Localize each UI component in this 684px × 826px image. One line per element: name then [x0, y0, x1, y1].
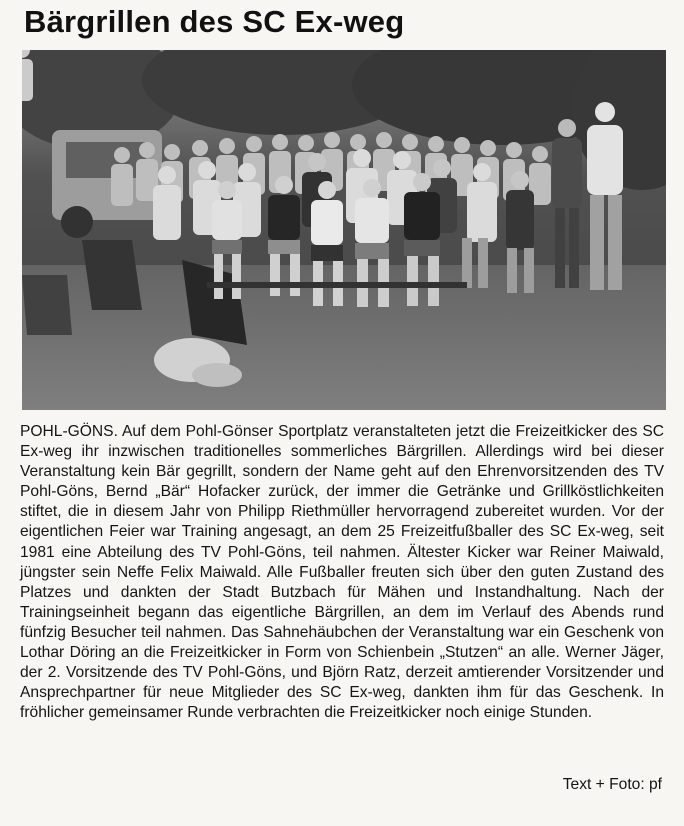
- photo-credit: Text + Foto: pf: [562, 776, 662, 793]
- article-body: POHL-GÖNS. Auf dem Pohl-Gönser Sportplatz veranstalteten jetzt die Freizeitkicker des SC Ex-weg ihr inzwischen traditionelles sommerliches Bärgrillen. Allerdings wird bei dieser Veranstaltung kein Bär gegrillt, sondern der Name geht auf den Ehrenvorsitzenden des TV Pohl-Göns, Bernd „Bär“ Hofacker zurück, der immer die Getränke und Grillköstlichkeiten stiftet, die in diesem Jahr von Philipp Riethmüller hervorragend zubereitet wurden. Vor der eigentlichen Feier war Training angesagt, an dem 25 Freizeitfußballer des SC Ex-weg, seit 1981 eine Abteilung des TV Pohl-Göns, teil nahmen. Ältester Kicker war Reiner Maiwald, jüngster sein Neffe Felix Maiwald. Alle Fußballer freuten sich über den guten Zustand des Platzes und dankten der Stadt Butzbach für Mähen und Instandhaltung. Nach der Trainingseinheit begann das eigentliche Bärgrillen, an dem im Verlauf des Abends rund fünfzig Besucher teil nahmen. Das Sahnehäubchen der Veranstaltung war ein Geschenk von Lothar Döring an die Freizeitkicker in Form von Schienbein „Stutzen“ an alle. Werner Jäger, der 2. Vorsitzende des TV Pohl-Göns, und Björn Ratz, derzeit amtierender Vorsitzender und Ansprechpartner für neue Mitglieder des SC Ex-weg, dankten ihm für das Geschenk. In fröhlicher gemeinsamer Runde verbrachten die Freizeitkicker noch einige Stunden.: [20, 423, 664, 722]
- article-headline: Bärgrillen des SC Ex-weg: [24, 4, 405, 39]
- article-photo: [22, 50, 666, 410]
